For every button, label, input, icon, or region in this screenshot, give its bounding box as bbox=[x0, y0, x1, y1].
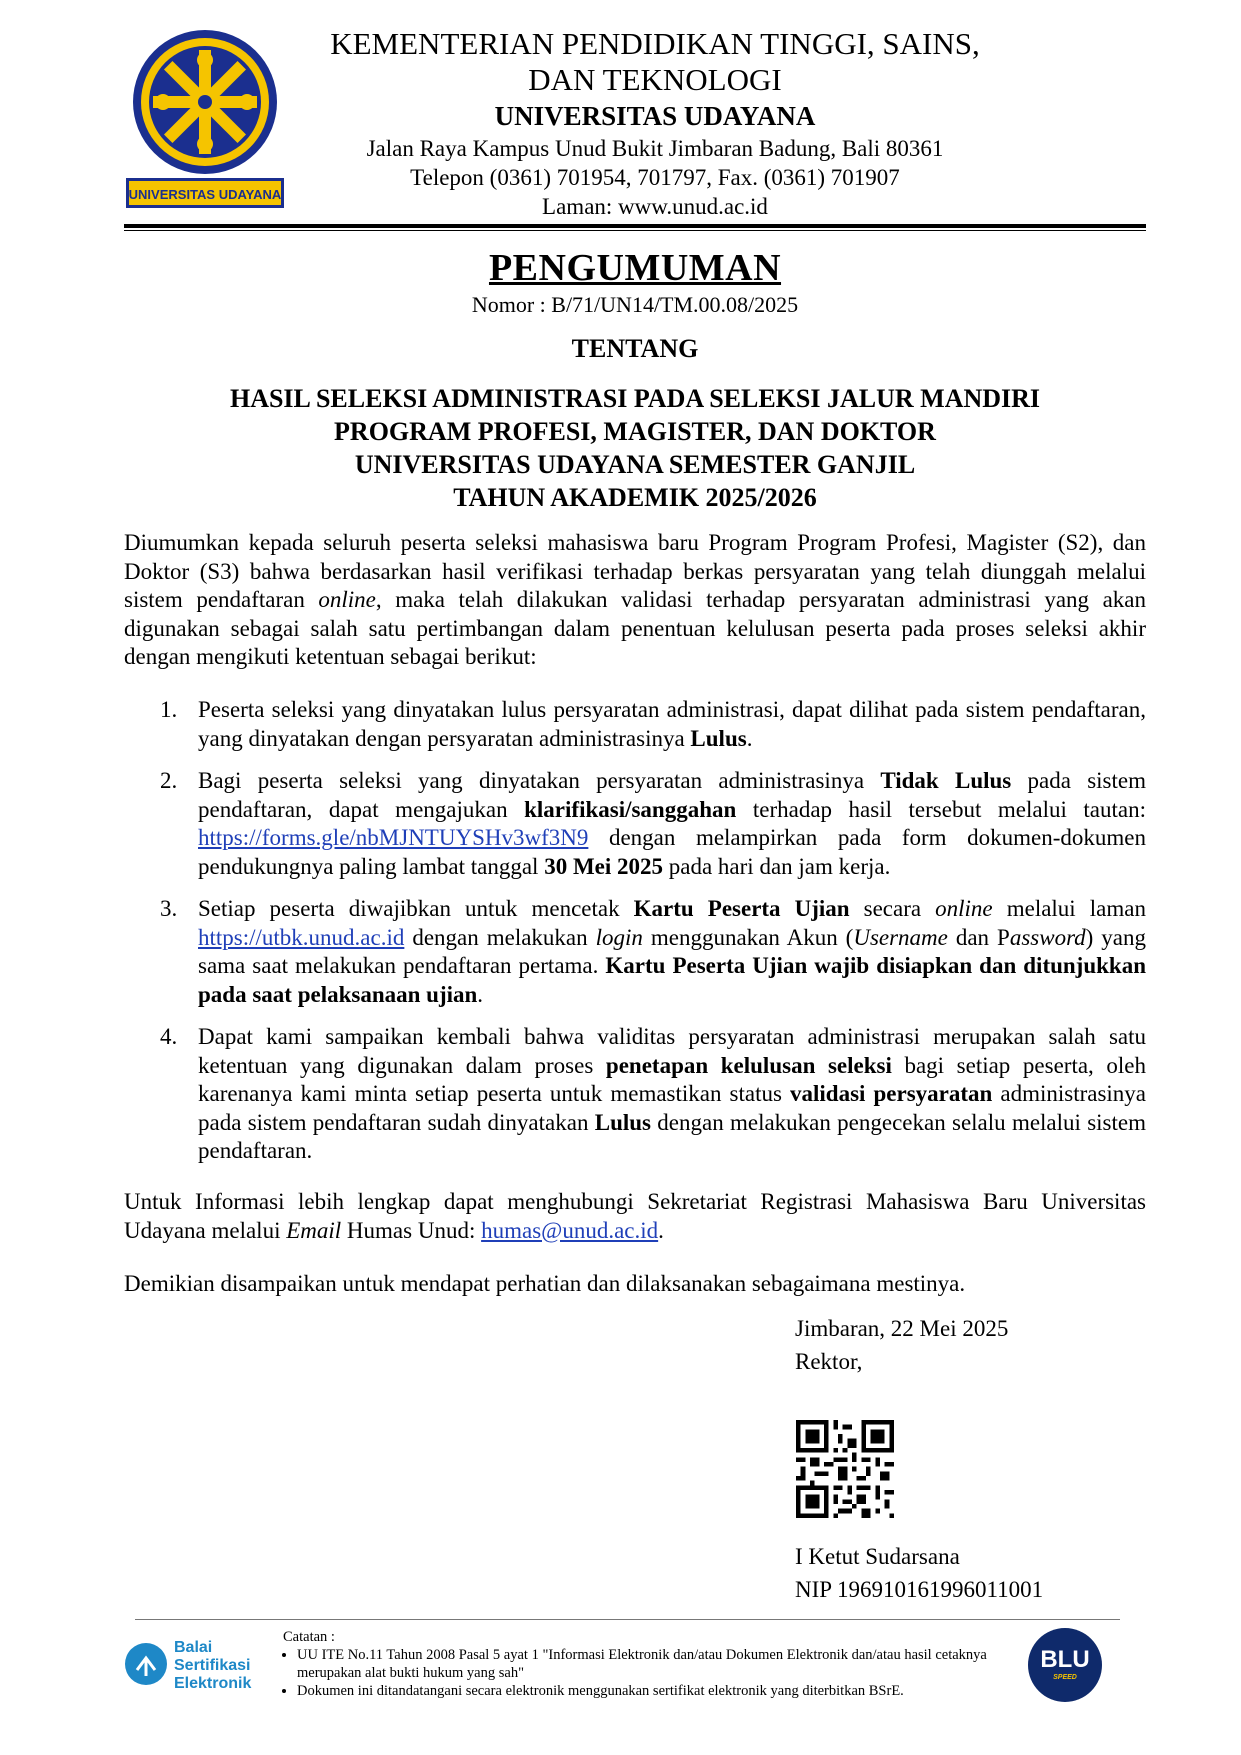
email-link[interactable]: humas@unud.ac.id bbox=[481, 1217, 659, 1243]
document-title: PENGUMUMAN bbox=[488, 247, 782, 289]
provisions-list bbox=[124, 696, 1146, 1180]
signature-header bbox=[795, 1312, 1008, 1378]
document-number: Nomor : B/71/UN14/TM.00.08/2025 bbox=[471, 292, 799, 317]
utbk-link[interactable]: https://utbk.unud.ac.id bbox=[198, 924, 405, 950]
blu-logo-text: BLU bbox=[1040, 1646, 1090, 1673]
subject-heading bbox=[124, 382, 1146, 514]
qr-code bbox=[796, 1420, 894, 1518]
logo-banner-text: UNIVERSITAS UDAYANA bbox=[128, 187, 282, 202]
list-item: 4. Dapat kami sampaikan kembali bahwa validitas persyaratan administrasi merupakan salah satu ketentuan yang digunakan dalam proses penetapan kelulusan seleksi bagi setiap peserta, oleh karenanya kami minta setiap peserta untuk memastikan status validasi persyaratan administrasinya pada sistem pendaftaran sudah dinyatakan Lulus dengan melakukan pengecekan selalu melalui sistem pendaftaran. bbox=[160, 1024, 1147, 1163]
blu-logo-subtext: SPEED bbox=[1053, 1674, 1077, 1681]
signer-block bbox=[795, 1540, 1043, 1606]
ministry-line-2: DAN TEKNOLOGI bbox=[528, 62, 782, 97]
clarification-form-link[interactable]: https://forms.gle/nbMJNTUYSHv3wf3N9 bbox=[198, 825, 589, 850]
note-item: • Dokumen ini ditandatangani secara elektronik menggunakan sertifikat elektronik yang diterbitkan BSrE. bbox=[297, 1682, 1043, 1700]
blu-logo bbox=[1028, 1628, 1102, 1702]
address: Jalan Raya Kampus Unud Bukit Jimbaran Badung, Bali 80361 bbox=[366, 136, 944, 161]
footer-notes bbox=[283, 1628, 1043, 1700]
university-logo bbox=[124, 28, 286, 212]
signer-name: I Ketut Sudarsana bbox=[795, 1544, 960, 1569]
svg-text:Balai: Balai bbox=[174, 1639, 213, 1656]
svg-text:Sertifikasi: Sertifikasi bbox=[174, 1657, 251, 1674]
list-item: 1. Peserta seleksi yang dinyatakan lulus persyaratan administrasi, dapat dilihat pada sistem pendaftaran, yang dinyatakan dengan persyaratan administrasinya Lulus. bbox=[160, 697, 1146, 751]
website: Laman: www.unud.ac.id bbox=[542, 194, 768, 219]
ministry-line-1: KEMENTERIAN PENDIDIKAN TINGGI, SAINS, bbox=[330, 26, 980, 61]
subject-line: PROGRAM PROFESI, MAGISTER, DAN DOKTOR bbox=[334, 417, 936, 446]
subject-line: TAHUN AKADEMIK 2025/2026 bbox=[453, 483, 817, 512]
subject-line: HASIL SELEKSI ADMINISTRASI PADA SELEKSI JALUR MANDIRI bbox=[229, 384, 1041, 413]
tentang-heading: TENTANG bbox=[571, 334, 699, 363]
bsre-logo bbox=[124, 1630, 284, 1698]
note-item: • UU ITE No.11 Tahun 2008 Pasal 5 ayat 1 "Informasi Elektronik dan/atau Dokumen Elektronik dan/atau hasil cetaknya merupakan alat bukti hukum yang sah" bbox=[297, 1646, 1043, 1682]
letterhead-rule bbox=[124, 224, 1146, 228]
svg-text:Elektronik: Elektronik bbox=[174, 1675, 252, 1692]
list-item: 3. Setiap peserta diwajibkan untuk mencetak Kartu Peserta Ujian secara online melalui laman https://utbk.unud.ac.id dengan melakukan login menggunakan Akun (Username dan Password) yang sama saat melakukan pendaftaran pertama. Kartu Peserta Ujian wajib disiapkan dan ditunjukkan pada saat pelaksanaan ujian. bbox=[160, 896, 1147, 1007]
online-term: online bbox=[318, 587, 376, 612]
contact-paragraph: Untuk Informasi lebih lengkap dapat menghubungi Sekretariat Registrasi Mahasiswa Baru Universitas Udayana melalui Email Humas Unud: humas@unud.ac.id. bbox=[124, 1189, 1146, 1243]
ministry-name bbox=[300, 26, 1010, 98]
intro-paragraph: Diumumkan kepada seluruh peserta seleksi mahasiswa baru Program Program Profesi, Magister (S2), dan Doktor (S3) bahwa berdasarkan hasil verifikasi terhadap berkas persyaratan yang telah diunggah melalui sistem pendaftaran online, maka telah dilakukan validasi terhadap persyaratan administrasi yang akan digunakan sebagai salah satu pertimbangan dalam penentuan kelulusan peserta pada proses seleksi akhir dengan mengikuti ketentuan sebagai berikut: bbox=[124, 530, 1146, 669]
signer-position: Rektor, bbox=[795, 1349, 863, 1374]
university-name: UNIVERSITAS UDAYANA bbox=[494, 101, 816, 131]
list-item: 2. Bagi peserta seleksi yang dinyatakan persyaratan administrasinya Tidak Lulus pada sistem pendaftaran, dapat mengajukan klarifikasi/sanggahan terhadap hasil tersebut melalui tautan: https://forms.gle/nbMJNTUYSHv3wf3N9 dengan melampirkan pada form dokumen-dokumen pendukungnya paling lambat tanggal 30 Mei 2025 pada hari dan jam kerja. bbox=[160, 768, 1146, 879]
notes-label: Catatan : bbox=[283, 1629, 335, 1645]
place-date: Jimbaran, 22 Mei 2025 bbox=[795, 1316, 1009, 1341]
closing-paragraph: Demikian disampaikan untuk mendapat perhatian dan dilaksanakan sebagaimana mestinya. bbox=[124, 1271, 966, 1296]
phone: Telepon (0361) 701954, 701797, Fax. (0361) 701907 bbox=[410, 165, 900, 190]
footer-rule bbox=[135, 1619, 1120, 1620]
subject-line: UNIVERSITAS UDAYANA SEMESTER GANJIL bbox=[354, 450, 916, 479]
signer-nip: NIP 196910161996011001 bbox=[795, 1577, 1044, 1602]
letterhead-rule-thin bbox=[124, 230, 1146, 231]
